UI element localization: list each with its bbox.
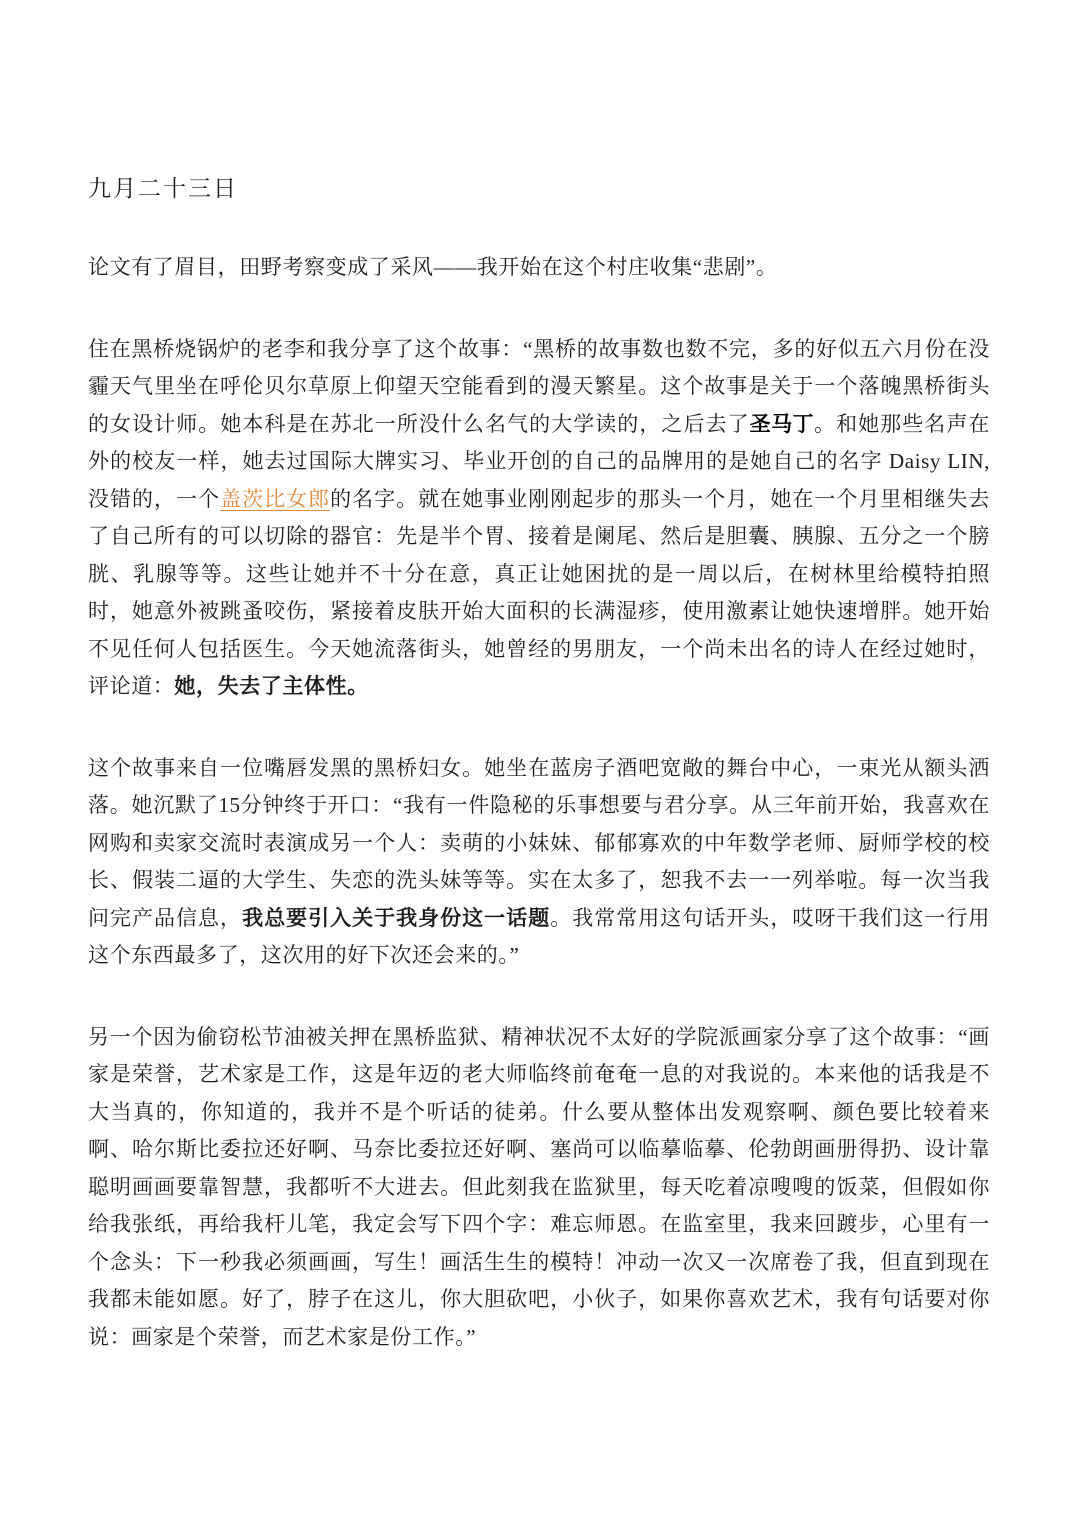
text-run: 论文有了眉目，田野考察变成了采风——我开始在这个村庄收集“悲剧”。 — [88, 255, 778, 279]
text-run: 的名字。就在她事业刚刚起步的那头一个月，她在一个月里相继失去了自己所有的可以切除的器官：先是半个胃、接着是阑尾、然后是胆囊、胰腺、五分之一个膀胱、乳腺等等。这些让她并不十分在意，真正让她困扰的是一周以后，在树林里给模特拍照时，她意外被跳蚤咬伤，紧接着皮肤开始大面积的长满湿疹，使用激素让她快速增胖。她开始不见任何人包括医生。今天她流落街头，她曾经的男朋友，一个尚未出名的诗人在经过她时，评论道： — [88, 486, 991, 698]
document-content — [88, 170, 990, 1400]
text-run: 这个故事来自一位嘴唇发黑的黑桥妇女。她坐在蓝房子酒吧宽敞的舞台中心，一束光从额头洒落。她沉默了15分钟终于开口：“我有一件隐秘的乐事想要与君分享。从三年前开始，我喜欢在网购和卖家交流时表演成另一个人：卖萌的小妹妹、郁郁寡欢的中年数学老师、厨师学校的校长、假装二逼的大学生、失恋的洗头妹等等。实在太多了，恕我不去一一列举啦。每一次当我问完产品信息， — [88, 755, 990, 930]
text-run: 。我常常用这句话开头，哎呀干我们这一行用这个东西最多了，这次用的好下次还会来的。” — [88, 905, 991, 967]
text-run: 另一个因为偷窃松节油被关押在黑桥监狱、精神状况不太好的学院派画家分享了这个故事：“画家是荣誉，艺术家是工作，这是年迈的老大师临终前奄奄一息的对我说的。本来他的话我是不大当真的，你知道的，我并不是个听话的徒弟。什么要从整体出发观察啊、颜色要比较着来啊、哈尔斯比委拉还好啊、马奈比委拉还好啊、塞尚可以临摹临摹、伦勃朗画册得扔、设计靠聪明画画要靠智慧，我都听不大进去。但此刻我在监狱里，每天吃着凉嗖嗖的饭菜，但假如你给我张纸，再给我杆儿笔，我定会写下四个字：难忘师恩。在监室里，我来回踱步，心里有一个念头：下一秒我必须画画，写生！画活生生的模特！冲动一次又一次席卷了我，但直到现在我都未能如愿。好了，脖子在这儿，你大胆砍吧，小伙子，如果你喜欢艺术，我有句话要对你说：画家是个荣誉，而艺术家是份工作。” — [88, 1024, 990, 1349]
emphasis-text: 她，失去了主体性。 — [174, 674, 369, 698]
text-run: 住在黑桥烧锅炉的老李和我分享了这个故事：“黑桥的故事数也数不完，多的好似五六月份在没霾天气里坐在呼伦贝尔草原上仰望天空能看到的漫天繁星。这个故事是关于一个落魄黑桥街头的女设计师。她本科是在苏北一所没什么名气的大学读的，之后去了 — [88, 336, 990, 436]
saint-martins-brand-text: 圣马丁 — [749, 412, 815, 436]
paragraph — [88, 750, 990, 975]
paragraph-list — [88, 249, 990, 1356]
gatsby-girl-link[interactable]: 盖茨比女郎 — [220, 486, 331, 511]
paragraph — [88, 331, 990, 706]
paragraph — [88, 1019, 990, 1357]
text-run: 。和她那些名声在外的校友一样，她去过国际大牌实习、毕业开创的自己的品牌用的是她自己的名字 Daisy LIN,没错的，一个 — [88, 411, 990, 511]
emphasis-text: 我总要引入关于我身份这一话题 — [242, 905, 551, 930]
entry-date-heading: 九月二十三日 — [88, 176, 238, 201]
paragraph — [88, 249, 990, 287]
